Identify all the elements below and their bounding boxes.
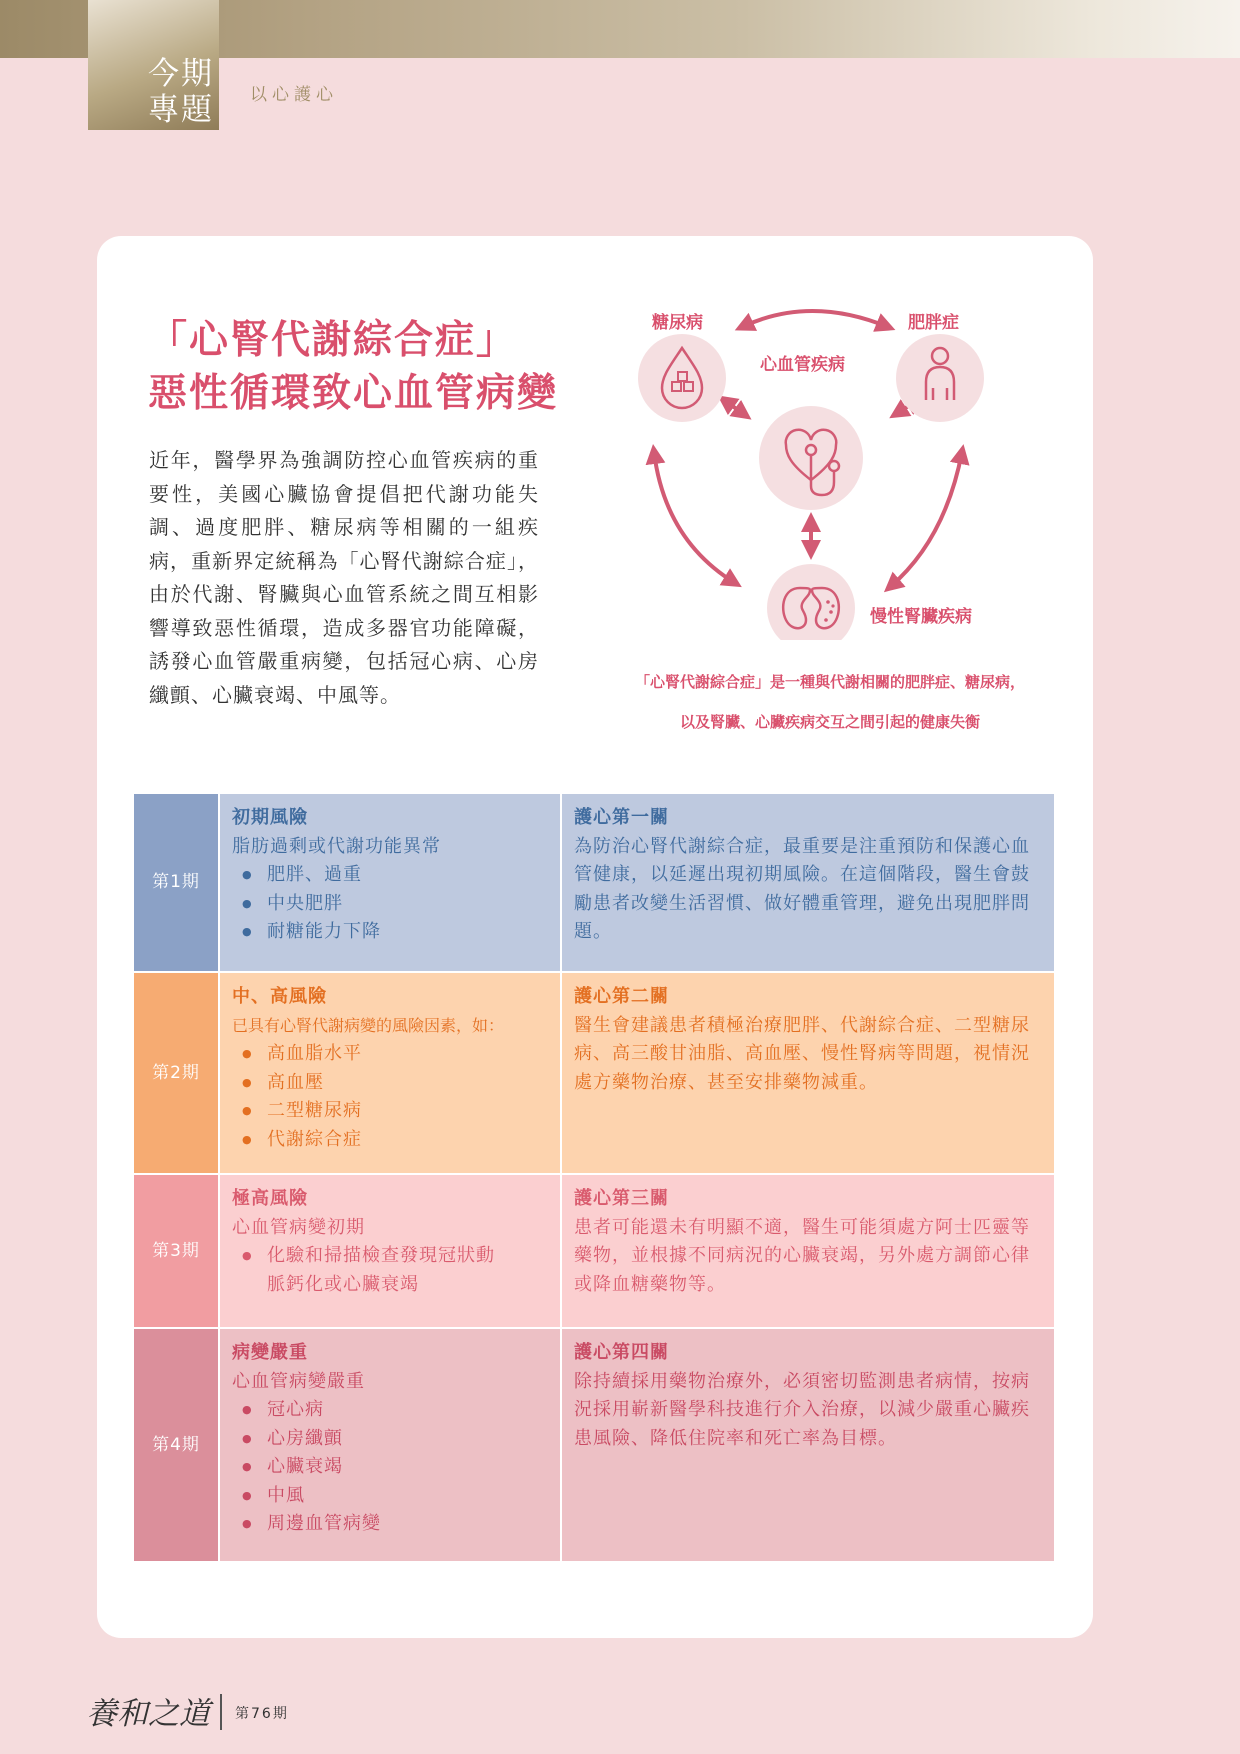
guard-title: 護心第二關 [574,986,669,1007]
guard-text: 患者可能還未有明顯不適，醫生可能須處方阿士匹靈等藥物，並根據不同病況的心臟衰竭，另外處方調節心律或降血糖藥物等。 [574,1216,1030,1295]
article-headline: 「心腎代謝綜合症」 惡性循環致心血管病變 [148,318,559,416]
guard-title: 護心第一關 [574,807,669,828]
risk-item: ● 周邊血管病變 [242,1510,548,1539]
guard-text: 為防治心腎代謝綜合症，最重要是注重預防和保護心血管健康，以延遲出現初期風險。在這個階段，醫生會鼓勵患者改變生活習慣、做好體重管理，避免出現肥胖問題。 [574,835,1030,942]
obesity-icon [896,334,984,422]
risk-title: 初期風險 [232,807,308,828]
risk-item: ● 耐糖能力下降 [242,918,548,947]
guard-cell [561,794,1054,972]
risk-desc: 心血管病變初期 [232,1216,365,1238]
risk-item: ● 代謝綜合症 [242,1126,548,1155]
guard-title: 護心第四關 [574,1342,669,1363]
stage-label: 第1期 [134,794,219,972]
diagram-caption: 「心腎代謝綜合症」是一種與代謝相關的肥胖症、糖尿病， 以及腎臟、心臟疾病交互之間引起的健康失衡 [634,673,1025,731]
risk-title: 極高風險 [232,1188,308,1209]
section-subtitle: 以心護心 [250,85,338,105]
article-intro: 近年，醫學界為強調防控心血管疾病的重要性，美國心臟協會提倡把代謝功能失調、過度肥胖、糖尿病等相關的一組疾病，重新界定統稱為「心腎代謝綜合症」，由於代謝、腎臟與心血管系統之間互相影響導致惡性循環，造成多器官功能障礙，誘發心血管嚴重病變，包括冠心病、心房纖顫、心臟衰竭、中風等。 [149,448,539,707]
guard-text: 除持續採用藥物治療外，必須密切監測患者病情，按病況採用嶄新醫學科技進行介入治療，以減少嚴重心臟疾患風險、降低住院率和死亡率為目標。 [574,1370,1030,1449]
section-title: 今期 專題 [148,56,214,128]
risk-desc: 心血管病變嚴重 [232,1370,365,1392]
risk-cell [219,1328,561,1562]
risk-item: ● 冠心病 [242,1396,548,1425]
risk-cell [219,1174,561,1328]
risk-item: ● 中央肥胖 [242,890,548,919]
guard-title: 護心第三關 [574,1188,669,1209]
guard-text: 醫生會建議患者積極治療肥胖、代謝綜合症、二型糖尿病、高三酸甘油脂、高血壓、慢性腎病等問題，視情況處方藥物治療、甚至安排藥物減重。 [574,1014,1030,1093]
risk-cell [219,794,561,972]
risk-item: ● 中風 [242,1482,548,1511]
guard-cell [561,1328,1054,1562]
risk-item: ● 二型糖尿病 [242,1097,548,1126]
stage-label: 第4期 [134,1328,219,1562]
risk-cell [219,972,561,1174]
heart-stethoscope-icon [759,406,863,510]
issue-number: 第76期 [235,1706,289,1722]
risk-item: ● 心臟衰竭 [242,1453,548,1482]
stage-label: 第3期 [134,1174,219,1328]
stage-label: 第2期 [134,972,219,1174]
risk-item: ● 肥胖、過重 [242,861,548,890]
diabetes-icon [638,334,726,422]
label-obesity: 肥胖症 [908,313,959,333]
footer-divider [220,1694,222,1730]
risk-title: 病變嚴重 [232,1342,308,1363]
stage-row [134,1328,1054,1562]
risk-item: ● 高血脂水平 [242,1040,548,1069]
risk-item: ● 化驗和掃描檢查發現冠狀動脈鈣化或心臟衰竭 [242,1242,497,1299]
risk-desc: 已具有心腎代謝病變的風險因素，如： [232,1015,505,1035]
magazine-logo: 養和之道 [86,1696,210,1732]
risk-item: ● 心房纖顫 [242,1425,548,1454]
label-cardiovascular: 心血管疾病 [760,355,845,375]
risk-title: 中、高風險 [232,986,327,1007]
stage-row [134,1174,1054,1328]
kidney-icon [767,564,855,640]
label-diabetes: 糖尿病 [652,313,703,333]
cycle-diagram [600,290,1060,640]
guard-cell [561,1174,1054,1328]
stage-row [134,972,1054,1174]
stage-row [134,794,1054,972]
guard-cell [561,972,1054,1174]
stage-table [134,794,1054,1563]
risk-desc: 脂肪過剩或代謝功能異常 [232,835,441,857]
risk-item: ● 高血壓 [242,1069,548,1098]
label-kidney: 慢性腎臟疾病 [870,607,972,627]
